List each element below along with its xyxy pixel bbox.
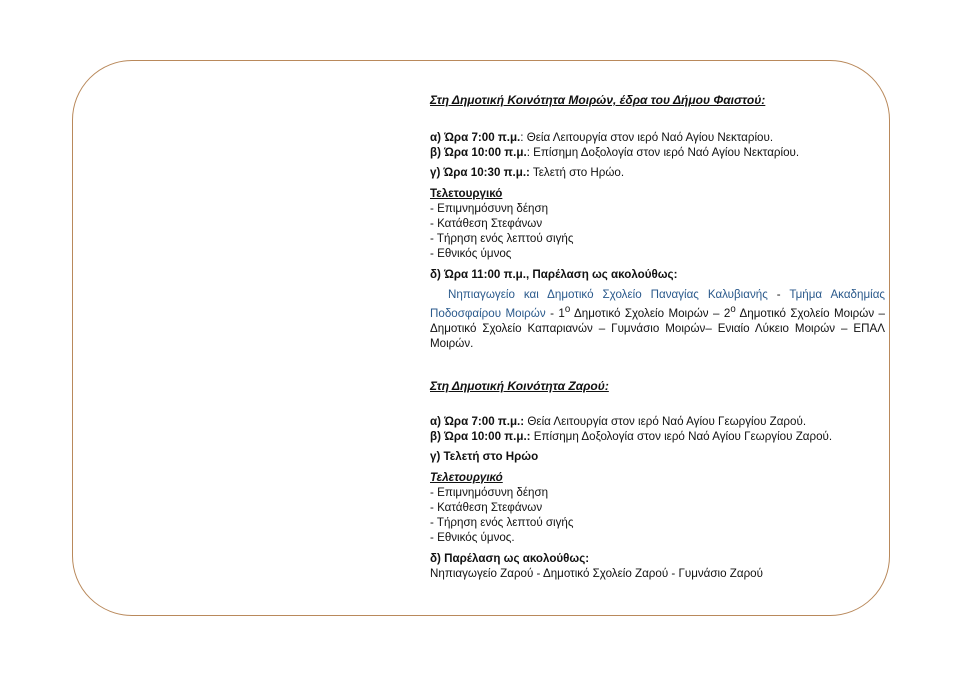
section1-ceremony-item: - Τήρηση ενός λεπτού σιγής — [430, 232, 574, 245]
section1-ceremony-item: - Εθνικός ύμνος — [430, 247, 512, 260]
section1-parade-label: δ) Ώρα 11:00 π.μ., Παρέλαση ως ακολούθως: — [430, 268, 678, 281]
section2-ceremony-item: - Τήρηση ενός λεπτού σιγής — [430, 515, 574, 529]
section1-parade-text: Νηπιαγωγείο και Δημοτικό Σχολείο Παναγίας Καλυβιανής - Τμήμα Ακαδημίας Ποδοσφαίρου Μοιρών - $1^o$ Δημοτικό Σχολείο Μοιρών – $2^o$ Δημοτικό Σχολείο Μοιρών – Δημοτικό Σχολείο Καπαριανών – Γυμνάσιο Μοιρών– Ενιαίο Λύκειο Μοιρών – ΕΠΑΛ Μοιρών. — [430, 288, 885, 350]
section2-heading: Στη Δημοτική Κοινότητα Ζαρού: — [430, 378, 609, 393]
document-body — [430, 93, 885, 581]
section2-ceremony-title: Τελετουργικό — [430, 470, 503, 484]
section2-parade-label: δ) Παρέλαση ως ακολούθως: — [430, 551, 590, 565]
section1-item-c: γ) Ώρα 10:30 π.μ.: Τελετή στο Ηρώο. — [430, 166, 625, 179]
section1-item-a: α) Ώρα 7:00 π.μ.: Θεία Λειτουργία στον ιερό Ναό Αγίου Νεκταρίου. — [430, 131, 774, 144]
section1-ceremony-item: - Κατάθεση Στεφάνων — [430, 217, 543, 230]
section1-ceremony-title: Τελετουργικό — [430, 187, 503, 200]
section2-item-b: β) Ώρα 10:00 π.μ.: Επίσημη Δοξολογία στον ιερό Ναό Αγίου Γεωργίου Ζαρού. — [430, 429, 833, 443]
section2-ceremony-item: - Εθνικός ύμνος. — [430, 530, 515, 544]
parade-academy-link[interactable]: Τμήμα Ακαδημίας Ποδοσφαίρου Μοιρών — [430, 288, 885, 320]
section2-ceremony-item: - Επιμνημόσυνη δέηση — [430, 485, 549, 499]
parade-school-link[interactable]: Νηπιαγωγείο και Δημοτικό Σχολείο Παναγίας Καλυβιανής — [447, 288, 768, 301]
section2-ceremony-item: - Κατάθεση Στεφάνων — [430, 500, 543, 514]
section1-ceremony-item: - Επιμνημόσυνη δέηση — [430, 202, 549, 215]
section2-item-a: α) Ώρα 7:00 π.μ.: Θεία Λειτουργία στον ιερό Ναό Αγίου Γεωργίου Ζαρού. — [430, 414, 807, 428]
section1-item-b: β) Ώρα 10:00 π.μ.: Επίσημη Δοξολογία στον ιερό Ναό Αγίου Νεκταρίου. — [430, 146, 800, 159]
section2-parade-text: Νηπιαγωγείο Ζαρού - Δημοτικό Σχολείο Ζαρού - Γυμνάσιο Ζαρού — [430, 566, 763, 580]
section1-heading: Στη Δημοτική Κοινότητα Μοιρών, έδρα του Δήμου Φαιστού: — [430, 93, 766, 107]
section2-item-c: γ) Τελετή στο Ηρώο — [430, 449, 539, 463]
